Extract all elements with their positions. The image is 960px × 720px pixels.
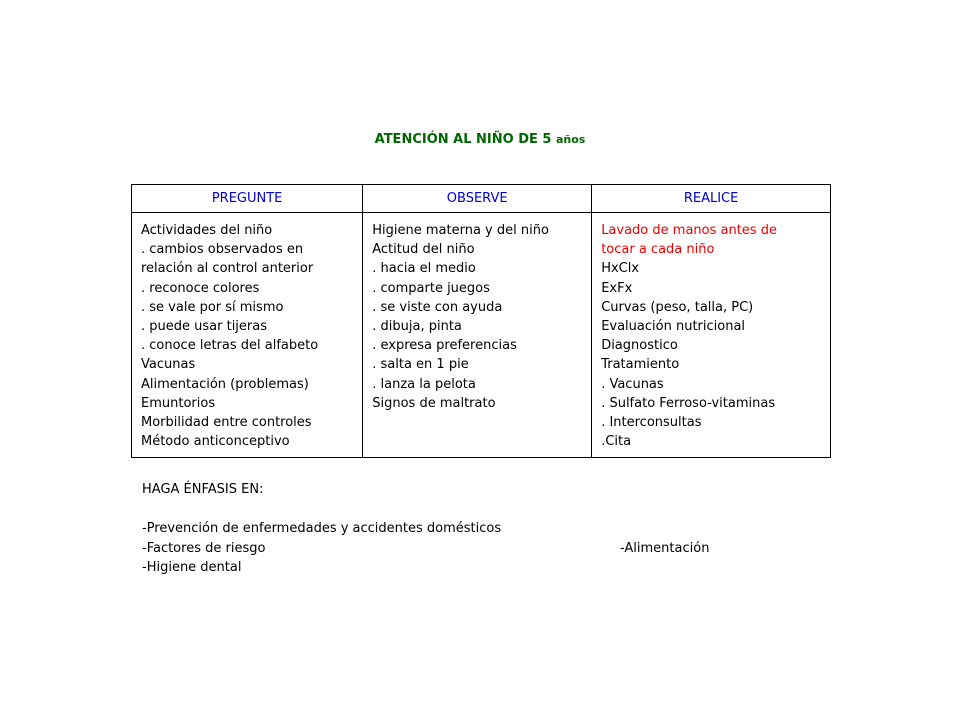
emphasis-item: -Alimentación xyxy=(620,540,710,556)
pregunte-item: Morbilidad entre controles xyxy=(141,415,312,431)
observe-cell xyxy=(363,213,592,458)
care-table xyxy=(131,184,831,458)
realice-item: . Interconsultas xyxy=(601,415,702,431)
pregunte-item: relación al control anterior xyxy=(141,261,314,277)
realice-item: ExFx xyxy=(601,280,633,296)
realice-item: Curvas (peso, talla, PC) xyxy=(601,299,754,315)
observe-item: . lanza la pelota xyxy=(372,376,476,392)
header-pregunte: PREGUNTE xyxy=(132,185,363,213)
observe-item: . expresa preferencias xyxy=(372,338,517,354)
pregunte-cell xyxy=(132,213,363,458)
pregunte-item: Emuntorios xyxy=(141,395,216,411)
realice-item: .Cita xyxy=(601,434,632,450)
pregunte-item: Actividades del niño xyxy=(141,223,273,238)
emphasis-section xyxy=(142,480,782,578)
pregunte-item: . reconoce colores xyxy=(141,280,260,296)
realice-highlight-item: tocar a cada niño xyxy=(601,242,715,258)
realice-item: Evaluación nutricional xyxy=(601,319,746,335)
emphasis-item: -Factores de riesgo xyxy=(142,540,266,556)
observe-item: Higiene materna y del niño xyxy=(372,223,549,238)
realice-item: HxClx xyxy=(601,261,640,277)
realice-cell xyxy=(592,213,831,458)
pregunte-item: . cambios observados en xyxy=(141,242,304,258)
observe-item: Actitud del niño xyxy=(372,242,475,258)
realice-item: Tratamiento xyxy=(601,357,680,373)
header-realice: REALICE xyxy=(592,185,831,213)
header-observe: OBSERVE xyxy=(363,185,592,213)
emphasis-item: -Prevención de enfermedades y accidentes domésticos xyxy=(142,521,502,536)
pregunte-item: . conoce letras del alfabeto xyxy=(141,338,319,354)
pregunte-item: . se vale por sí mismo xyxy=(141,299,284,315)
observe-item: . dibuja, pinta xyxy=(372,319,462,335)
page-title xyxy=(0,132,960,147)
realice-item: Diagnostico xyxy=(601,338,678,354)
observe-item: . comparte juegos xyxy=(372,280,490,296)
title-suffix: años xyxy=(555,133,586,146)
pregunte-item: . puede usar tijeras xyxy=(141,319,267,335)
pregunte-item: Alimentación (problemas) xyxy=(141,376,309,392)
emphasis-item: -Higiene dental xyxy=(142,560,242,575)
table-body-row xyxy=(132,213,831,458)
emphasis-heading: HAGA ÉNFASIS EN: xyxy=(142,482,264,497)
observe-item: . salta en 1 pie xyxy=(372,357,469,373)
pregunte-item: Método anticonceptivo xyxy=(141,434,290,450)
pregunte-item: Vacunas xyxy=(141,357,196,373)
observe-item: . hacia el medio xyxy=(372,261,476,277)
realice-highlight-item: Lavado de manos antes de xyxy=(601,223,777,238)
observe-item: . se viste con ayuda xyxy=(372,299,503,315)
table-header-row xyxy=(132,185,831,213)
realice-item: . Vacunas xyxy=(601,376,664,392)
realice-item: . Sulfato Ferroso-vitaminas xyxy=(601,395,776,411)
observe-item: Signos de maltrato xyxy=(372,395,496,411)
title-main: ATENCIÓN AL NIÑO DE 5 xyxy=(374,132,552,147)
